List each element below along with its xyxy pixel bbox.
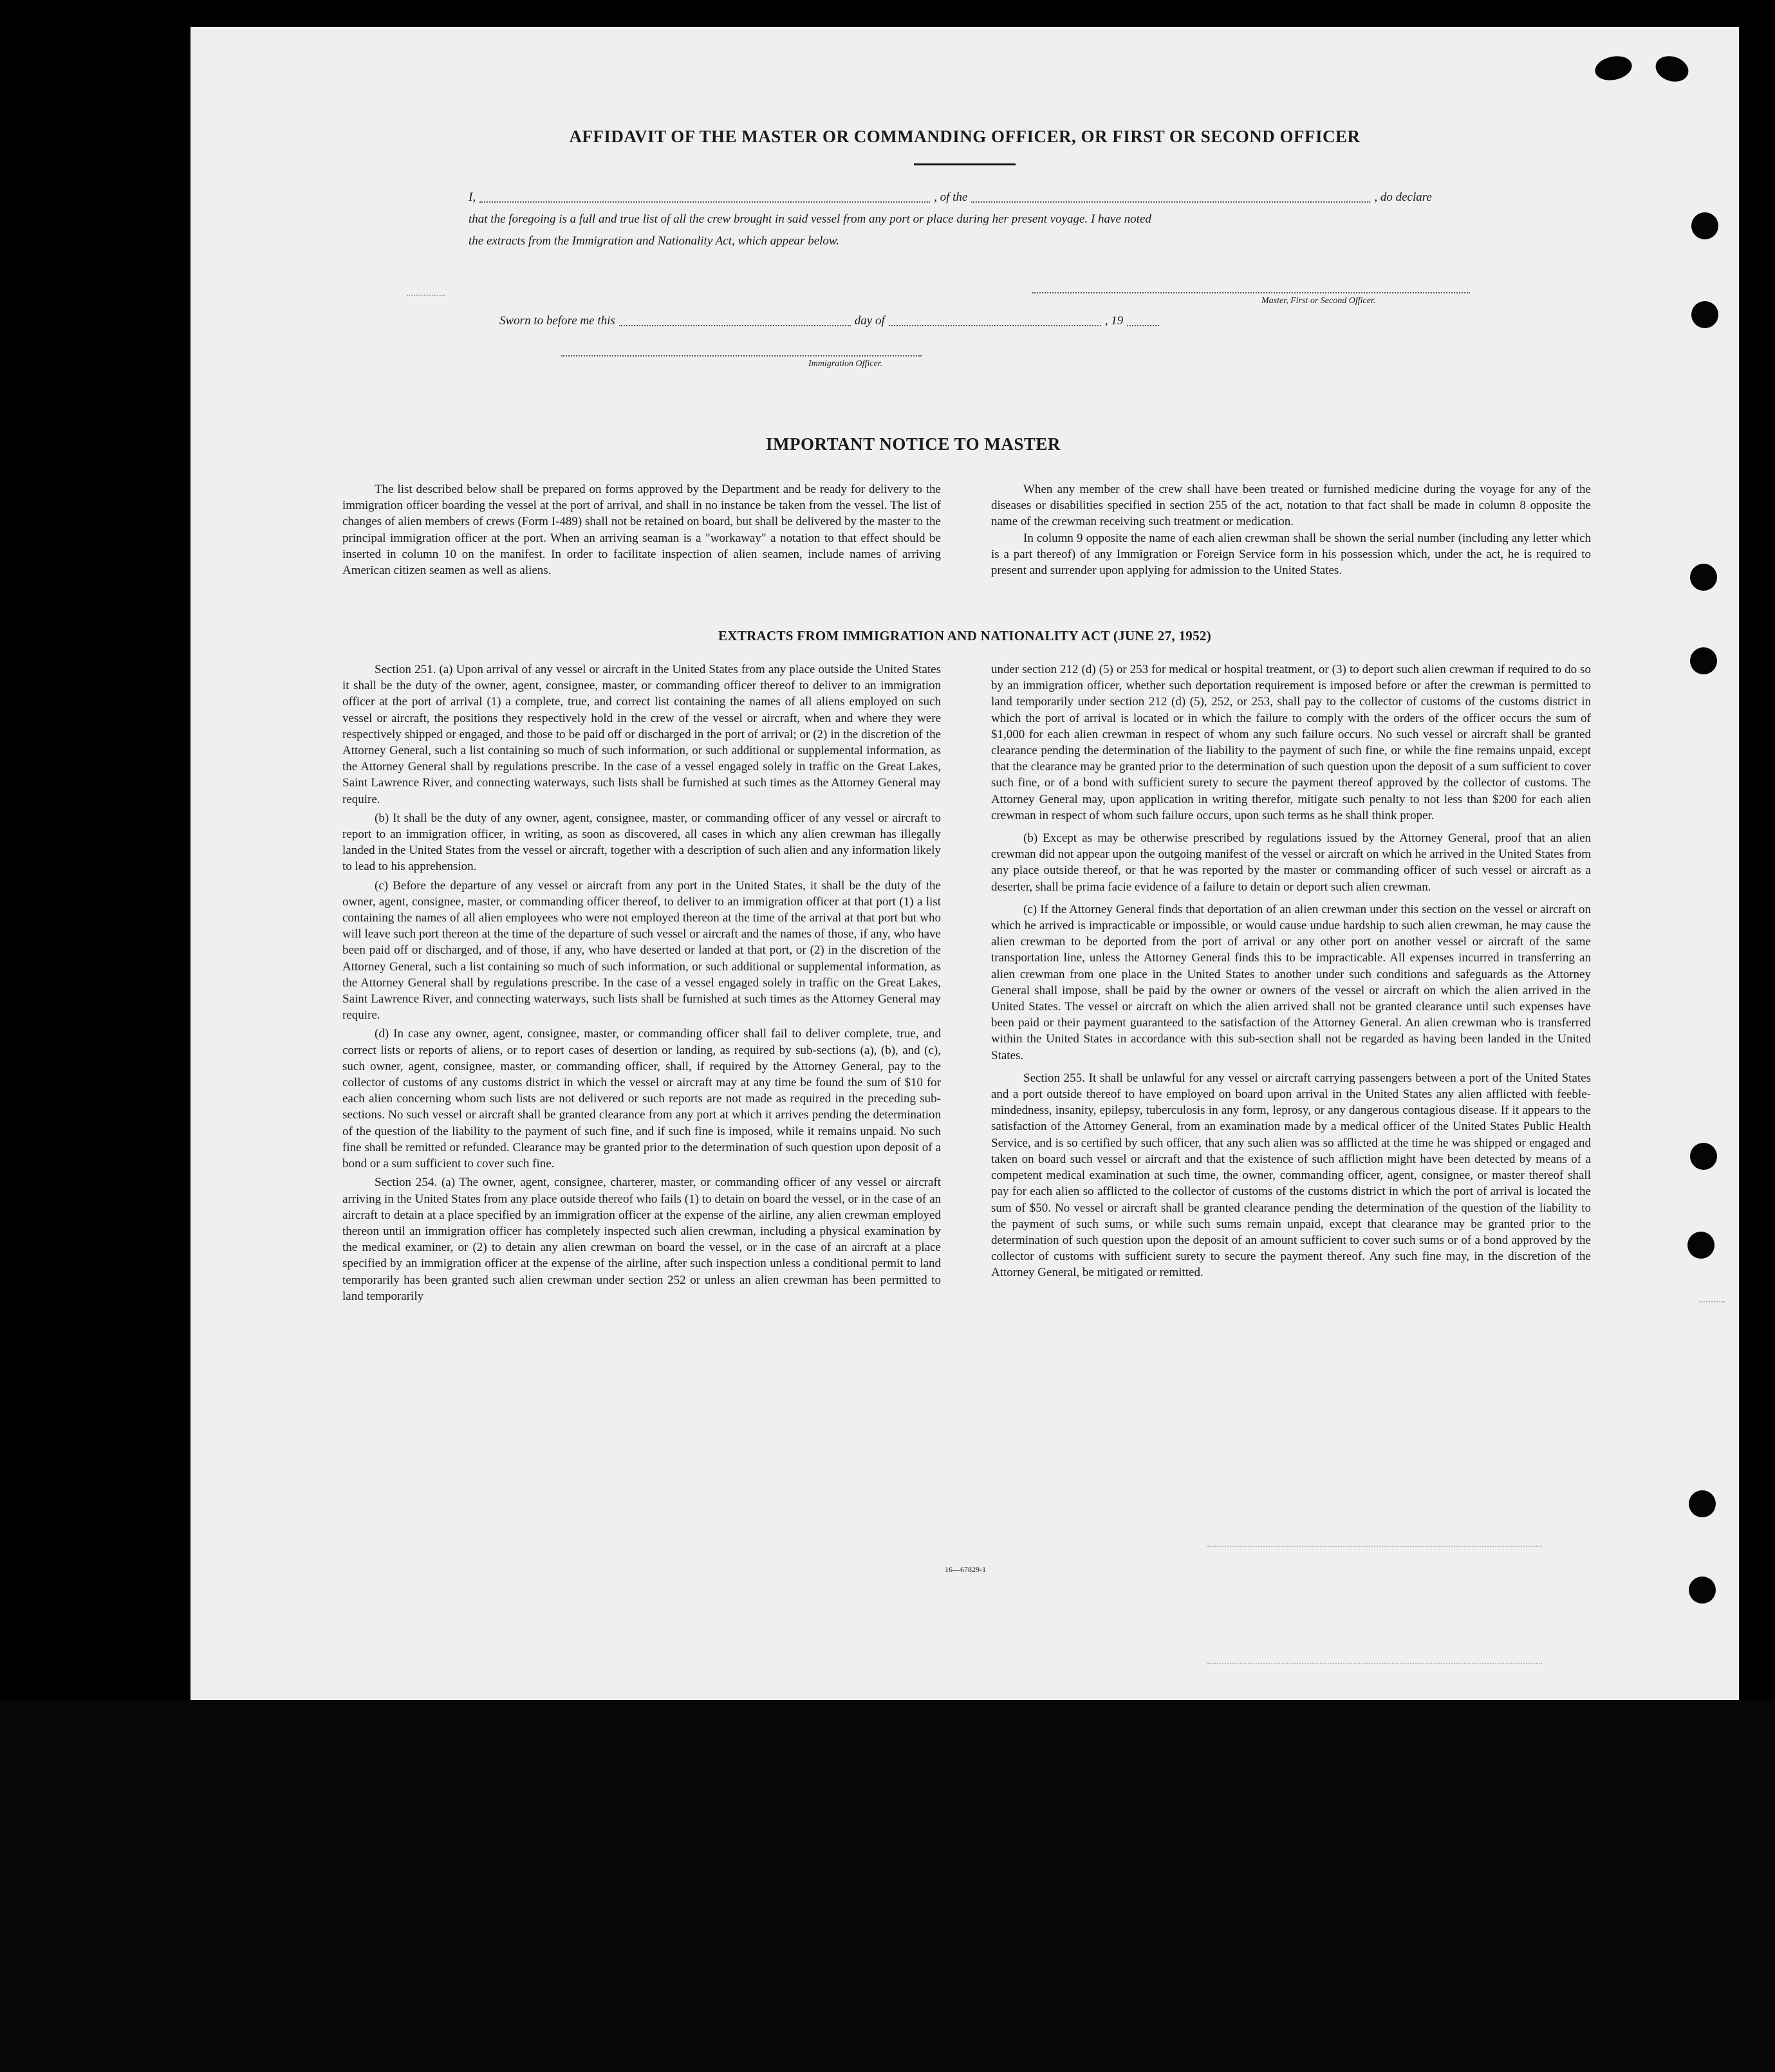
name-field[interactable]	[479, 201, 930, 203]
bleed-through-mark	[1699, 1301, 1725, 1309]
decl-of-the: , of the	[934, 190, 968, 204]
master-signature-line[interactable]	[1032, 292, 1470, 293]
declaration-line-2: that the foregoing is a full and true list of all the crew brought in said vessel from any port or place during her present voyage. I have noted	[469, 212, 1151, 226]
punch-hole	[1690, 1143, 1717, 1170]
officer-signature-label: Immigration Officer.	[808, 359, 883, 369]
punch-hole	[1690, 564, 1717, 591]
extract-paragraph: Section 255. It shall be unlawful for any vessel or aircraft carrying passengers between a port of the United States and a port outside thereof to have employed on board upon arrival in the United States any alien afflicted with feeble-mindedness, insanity, epilepsy, tuberculosis in any form, leprosy, or any dangerous contagious disease. If it appears to the satisfaction of the Attorney General, from an examination made by a medical officer of the United States Public Health Service, and is so certified by such officer, that any such alien was so afflicted at the time he was shipped or engaged and taken on board such vessel or aircraft and that the existence of such affliction might have been detected by means of a competent medical examination at such time, the owner, commanding officer, agent, consignee, or master thereof shall pay for each alien so afflicted to the collector of customs of the customs district in which the port of arrival is located the sum of $50. No vessel or aircraft shall be granted clearance pending the determination of the question of the liability to the payment of such sums, or while such sums remain unpaid, except that clearance may be granted prior to the determination of such question upon the deposit of an amount sufficient to cover such sums or of a bond approved by the collector of customs with sufficient surety to secure the payment thereof. Any such fine may, in the discretion of the Attorney General, be mitigated or remitted.	[991, 1071, 1591, 1280]
punch-hole	[1690, 647, 1717, 674]
extract-paragraph: Section 254. (a) The owner, agent, consignee, charterer, master, or commanding officer of any vessel or aircraft arriving in the United States from any place outside thereof who fails (1) to detain on board the vessel, or in the case of an aircraft to detain at a place specified by an immigration officer at the expense of the airline, any alien crewman employed thereon until an immigration officer has completely inspected such alien crewman, including a physical examination by the medical examiner, or (2) to detain any alien crewman on board the vessel, or in the case of an aircraft at a place specified by an immigration officer at the expense of the airline, after such inspection unless a conditional permit to land temporarily has been granted such alien crewman under section 252 or unless an alien crewman has been permitted to land temporarily	[342, 1176, 941, 1303]
notice-paragraph: When any member of the crew shall have been treated or furnished medicine during the voyage for any of the diseases or disabilities specified in section 255 of the act, notation to that fact shall be made in column 8 opposite the name of the crewman receiving such treatment or medication.	[991, 483, 1591, 529]
sworn-month-field[interactable]	[889, 325, 1101, 326]
bleed-through-mark	[407, 295, 445, 305]
day-of-label: day of	[854, 314, 885, 328]
notice-right-column	[991, 481, 1591, 578]
sworn-label: Sworn to before me this	[499, 314, 615, 328]
officer-signature-line[interactable]	[561, 355, 922, 356]
punch-hole	[1691, 212, 1718, 239]
decl-do-declare: , do declare	[1374, 190, 1432, 204]
extract-paragraph: under section 212 (d) (5) or 253 for medical or hospital treatment, or (3) to deport such alien crewman if required to do so by an immigration officer, whether such deportation requirement is imposed before or after the crewman is permitted to land temporarily under section 212 (d) (5), 252, or 253, shall pay to the collector of customs of the customs district in which the port of arrival is located or in which the failure to comply with the orders of the officer occurs the sum of $1,000 for each alien crewman in respect of whom any such failure occurs. No such vessel or aircraft shall be granted clearance pending the determination of the liability to the payment of such fine, or while the fine remains unpaid, except that the clearance may be granted prior to the determination of such question upon the deposit of a sum sufficient to cover such fine, or of a bond with sufficient surety to secure the payment thereof approved by the collector of customs. The Attorney General may, upon application in writing therefor, mitigate such penalty to not less than $200 for each alien crewman in respect of whom such failure occurs, upon such terms as he shall think proper.	[991, 663, 1591, 822]
declaration-line-3: the extracts from the Immigration and Nationality Act, which appear below.	[469, 234, 839, 248]
year-label: , 19	[1104, 314, 1124, 328]
vessel-field[interactable]	[971, 201, 1370, 203]
extract-paragraph: (c) If the Attorney General finds that deportation of an alien crewman under this section on the vessel or aircraft on which he arrived is impracticable or impossible, or would cause undue hardship to such alien crewman, he may cause the alien crewman to be deported from the port of arrival or any other port on another vessel or aircraft of the same transportation line, unless the Attorney General finds this to be impracticable. All expenses incurred in transferring an alien crewman from one place in the United States to another under such conditions and safeguards as the Attorney General shall impose, shall be paid by the owner or owners of the vessel or aircraft on which the alien arrived in the United States. The vessel or aircraft on which the alien arrived shall not be granted clearance until such expenses have been paid or their payment guaranteed to the satisfaction of the Attorney General. An alien crewman who is transferred within the United States in accordance with this sub-section shall not be regarded as having been landed in the United States.	[991, 902, 1591, 1062]
sworn-year-field[interactable]	[1127, 325, 1159, 326]
extract-paragraph: (d) In case any owner, agent, consignee, master, or commanding officer shall fail to deliver complete, true, and correct lists or reports of aliens, or to report cases of desertion or landing, as required by sub-sections (a), (b), and (c), such owner, agent, consignee, master, or commanding officer, shall, if required by the Attorney General, pay to the collector of customs of any customs district in which the vessel or aircraft may at any time be found the sum of $10 for each alien concerning whom such lists are not delivered or such reports are not made as required in the preceding sub-sections. No such vessel or aircraft shall be granted clearance from any port at which it arrives pending the determination of the question of the liability to the payment of such fine, and if such fine is imposed, while it remains unpaid. No such fine shall be remitted or refunded. Clearance may be granted prior to the determination of such question upon deposit of a bond or a sum sufficient to cover such fine.	[342, 1027, 941, 1171]
notice-title: IMPORTANT NOTICE TO MASTER	[766, 434, 1061, 454]
print-code: 16—67829-1	[945, 1565, 986, 1574]
extract-paragraph: Section 251. (a) Upon arrival of any vessel or aircraft in the United States from any place outside the United States it shall be the duty of the owner, agent, consignee, master, or commanding officer thereof to deliver to an immigration officer at the port of arrival (1) a complete, true, and correct list containing the names of all aliens employed on such vessel or aircraft, the positions they respectively hold in the crew of the vessel or aircraft, when and where they were respectively shipped or engaged, and those to be paid off or discharged in the port of arrival; or (2) in the discretion of the Attorney General, such a list containing so much of such information, or such additional or supplemental information, as the Attorney General shall by regulations prescribe. In the case of a vessel engaged solely in traffic on the Great Lakes, Saint Lawrence River, and connecting waterways, such lists shall be furnished at such times as the Attorney General may require.	[342, 663, 941, 806]
affidavit-title: AFFIDAVIT OF THE MASTER OR COMMANDING OFFICER, OR FIRST OR SECOND OFFICER	[569, 127, 1361, 146]
extract-paragraph: (b) It shall be the duty of any owner, agent, consignee, master, or commanding officer of any vessel or aircraft to report to an immigration officer, in writing, as soon as discovered, all cases in which any alien crewman has illegally landed in the United States from the vessel or aircraft, together with a description of such alien and any information likely to lead to his apprehension.	[342, 811, 941, 874]
master-signature-label: Master, First or Second Officer.	[1261, 296, 1376, 306]
extracts-title: EXTRACTS FROM IMMIGRATION AND NATIONALITY ACT (JUNE 27, 1952)	[718, 628, 1211, 643]
declaration-line-1	[469, 187, 1653, 208]
extracts-right-column	[991, 661, 1591, 1281]
extract-paragraph: (c) Before the departure of any vessel or aircraft from any port in the United States, it shall be the duty of the owner, agent, consignee, master, or commanding officer thereof, to deliver to an immigration officer at that port (1) a list containing the names of all alien employees who were not employed thereon at the time of the arrival at that port but who will leave such port thereon at the time of the departure of such vessel or aircraft and the names of those, if any, who have been paid off or discharged, and of those, if any, who have deserted or landed at that port, or (2) in the discretion of the Attorney General, such a list containing so much of such information, or such additional or supplemental information, as the Attorney General shall by regulations prescribe. In the case of a vessel engaged solely in traffic on the Great Lakes, Saint Lawrence River, and connecting waterways, such lists shall be furnished at such times as the Attorney General may require.	[342, 878, 941, 1022]
extracts-left-column	[342, 661, 941, 1304]
title-underline	[914, 163, 1016, 165]
extract-paragraph: (b) Except as may be otherwise prescribed by regulations issued by the Attorney General, proof that an alien crewman did not appear upon the outgoing manifest of the vessel or aircraft on which he arrived in the United States from any place outside thereof, or that he was reported by the master or commanding officer of such vessel or aircraft as a deserter, shall be prima facie evidence of a failure to detain or deport such alien crewman.	[991, 831, 1591, 894]
bleed-through-mark	[1207, 1546, 1542, 1664]
notice-paragraph: The list described below shall be prepared on forms approved by the Department and be ready for delivery to the immigration officer boarding the vessel at the port of arrival, and shall in no instance be taken from the vessel. The list of changes of alien members of crews (Form I-489) shall not be retained on board, but shall be delivered by the master to the principal immigration officer at the port. When an arriving seaman is a "workaway" a notation to that effect should be inserted in column 10 on the manifest. In order to facilitate inspection of alien seamen, include names of arriving American citizen seamen as well as aliens.	[342, 483, 941, 578]
sworn-line	[499, 310, 1163, 331]
sworn-day-field[interactable]	[619, 325, 851, 326]
punch-hole	[1691, 301, 1718, 328]
decl-i: I,	[469, 190, 476, 204]
form-page	[191, 27, 1739, 1700]
punch-hole	[1689, 1490, 1716, 1517]
notice-left-column	[342, 481, 941, 578]
punch-hole	[1687, 1232, 1715, 1259]
punch-hole	[1689, 1577, 1716, 1604]
notice-paragraph: In column 9 opposite the name of each alien crewman shall be shown the serial number (including any letter which is a part thereof) of any Immigration or Foreign Service form in his possession which, under the act, he is required to present and surrender upon applying for admission to the United States.	[991, 531, 1591, 578]
scan-background	[0, 1700, 1775, 2072]
